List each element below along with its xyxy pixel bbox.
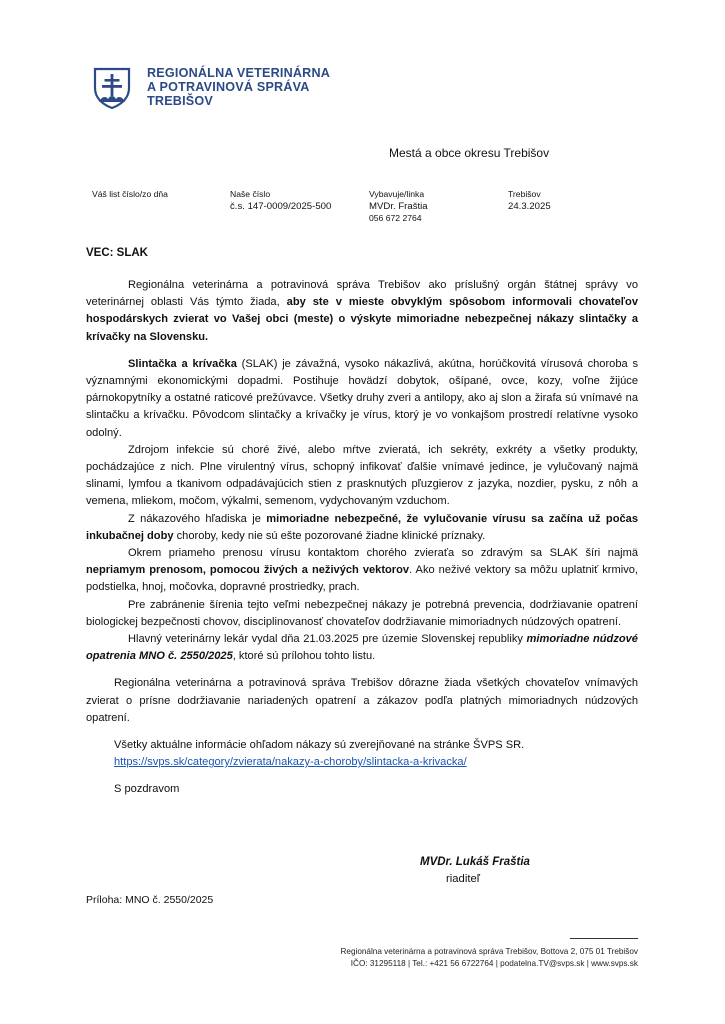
paragraph-disease-description bbox=[86, 356, 638, 442]
ref-handled-by-name: MVDr. Fraštia bbox=[369, 200, 428, 212]
paragraph-compliance: Regionálna veterinárna a potravinová správa Trebišov dôrazne žiada všetkých chovateľov vnímavých zvierat o prísne dodržiavanie nariadených opatrení a zákazov podľa platných mimoriadnych núdzových opatrení. bbox=[86, 677, 638, 724]
paragraph-emphasis: nepriamym prenosom, pomocou živých a neživých vektorov bbox=[86, 564, 410, 577]
ref-handled-by bbox=[369, 189, 428, 225]
ref-our-number-label: Naše číslo bbox=[230, 189, 271, 199]
organization-name bbox=[147, 66, 330, 108]
signature-name: MVDr. Lukáš Fraštia bbox=[420, 856, 530, 868]
ref-your-letter-label: Váš list číslo/zo dňa bbox=[92, 189, 168, 199]
ref-handled-by-label: Vybavuje/linka bbox=[369, 189, 425, 199]
paragraph-text: Regionálna veterinárna a potravinová správa Trebišov ako príslušný orgán štátnej správy vo veterinárnej oblasti Vás týmto žiada, bbox=[86, 279, 638, 309]
paragraph-incubation bbox=[86, 511, 638, 545]
paragraph-transmission bbox=[86, 545, 638, 597]
paragraph-emphasis: mimoriadne nebezpečné, že vylučovanie vírusu sa začína už počas inkubačnej doby bbox=[86, 512, 638, 542]
org-line-1: REGIONÁLNA VETERINÁRNA bbox=[147, 66, 331, 80]
paragraph-text: (SLAK) je závažná, vysoko nákazlivá, akútna, horúčkovitá vírusová choroba s významnými ekonomickými dopadmi. Postihuje hovädzí dobytok, ošípané, ovce, kozy, voľne žijúce párnokopytníky a ostatné raticové prežúvavce. Všetky druhy zveri a antilopy, ako aj slon a žirafa sú vnímavé na slintačku a krívačku. Pôvodcom slintačky a krívačky je vírus, ktorý je vo vonkajšom prostredí relatívne vysoko odolný. bbox=[86, 357, 639, 439]
footer-contacts: IČO: 31295118 | Tel.: +421 56 6722764 | podatelna.TV@svps.sk | www.svps.sk bbox=[350, 959, 638, 969]
ref-your-letter bbox=[92, 189, 168, 201]
ref-date-value: 24.3.2025 bbox=[508, 200, 551, 212]
paragraph-request bbox=[86, 277, 638, 346]
footer-divider bbox=[570, 938, 638, 939]
paragraph-emergency-measures bbox=[86, 631, 638, 665]
paragraph-emphasis: aby ste v mieste obvyklým spôsobom informovali chovateľov hospodárskych zvierat vo Vašej obci (meste) o výskyte mimoriadne nebezpečnej nákazy slintačky a krívačky na Slovensku. bbox=[86, 296, 639, 343]
paragraph-text: . Ako neživé vektory sa môžu uplatniť krmivo, podstielka, hnoj, močovka, dopravné prostriedky, prach. bbox=[86, 564, 639, 594]
ref-date bbox=[508, 189, 551, 213]
paragraph-text: Z nákazového hľadiska je bbox=[128, 512, 267, 525]
paragraph-prevention: Pre zabránenie šírenia tejto veľmi nebezpečnej nákazy je potrebná prevencia, dodržiavanie opatrení biologickej bezpečnosti chovov, disciplinovanosť chovateľov dodržiavanie mimoriadnych núdzových opatrení. bbox=[86, 598, 638, 628]
ref-our-number bbox=[230, 189, 331, 213]
recipient: Mestá a obce okresu Trebišov bbox=[389, 146, 550, 160]
org-line-2: A POTRAVINOVÁ SPRÁVA bbox=[147, 80, 310, 94]
ref-handled-by-phone: 056 672 2764 bbox=[369, 213, 422, 223]
paragraph-emphasis: Slintačka a krívačka bbox=[128, 357, 237, 370]
ref-our-number-value: č.s. 147-0009/2025-500 bbox=[230, 200, 332, 212]
greeting: S pozdravom bbox=[114, 783, 180, 796]
paragraph-info bbox=[86, 737, 638, 771]
paragraph-text: Okrem priameho prenosu vírusu kontaktom chorého zvieraťa so zdravým sa SLAK šíri najmä bbox=[128, 547, 638, 560]
svps-link[interactable]: https://svps.sk/category/zvierata/nakazy-a-choroby/slintacka-a-krivacka/ bbox=[114, 756, 467, 769]
paragraph-text: , ktoré sú prílohou tohto listu. bbox=[232, 650, 376, 663]
attachment-note: Príloha: MNO č. 2550/2025 bbox=[86, 894, 214, 906]
paragraph-text: Všetky aktuálne informácie ohľadom nákazy sú zverejňované na stránke ŠVPS SR. bbox=[114, 739, 525, 752]
footer bbox=[250, 946, 638, 970]
footer-address: Regionálna veterinárna a potravinová správa Trebišov, Bottova 2, 075 01 Trebišov bbox=[340, 947, 638, 956]
signature-title: riaditeľ bbox=[446, 873, 481, 885]
paragraph-infection-source: Zdrojom infekcie sú choré živé, alebo mŕtve zvieratá, ich sekréty, exkréty a všetky produkty, pochádzajúce z nich. Plne virulentný vírus, schopný infikovať ďalšie vnímavé jedince, je vylučovaný najmä slinami, lymfou a tkanivom odpadávajúcich stien z prasknutých pľuzgierov z jazyka, nozdier, pysku, z nôh a vemena, mliekom, močom, výkalmi, semenom, vydychovaným vzduchom. bbox=[86, 443, 638, 508]
slovak-coat-of-arms-icon bbox=[92, 66, 132, 110]
subject-line: VEC: SLAK bbox=[86, 247, 148, 259]
letter-body bbox=[86, 277, 638, 799]
paragraph-emphasis: mimoriadne núdzové opatrenia MNO č. 2550/2025 bbox=[86, 633, 638, 663]
org-line-3: TREBIŠOV bbox=[147, 94, 213, 108]
paragraph-text: Hlavný veterinárny lekár vydal dňa 21.03.2025 pre územie Slovenskej republiky bbox=[128, 633, 527, 646]
paragraph-text: choroby, kedy nie sú ešte pozorované žiadne klinické príznaky. bbox=[173, 529, 486, 542]
ref-place-label: Trebišov bbox=[508, 189, 541, 199]
